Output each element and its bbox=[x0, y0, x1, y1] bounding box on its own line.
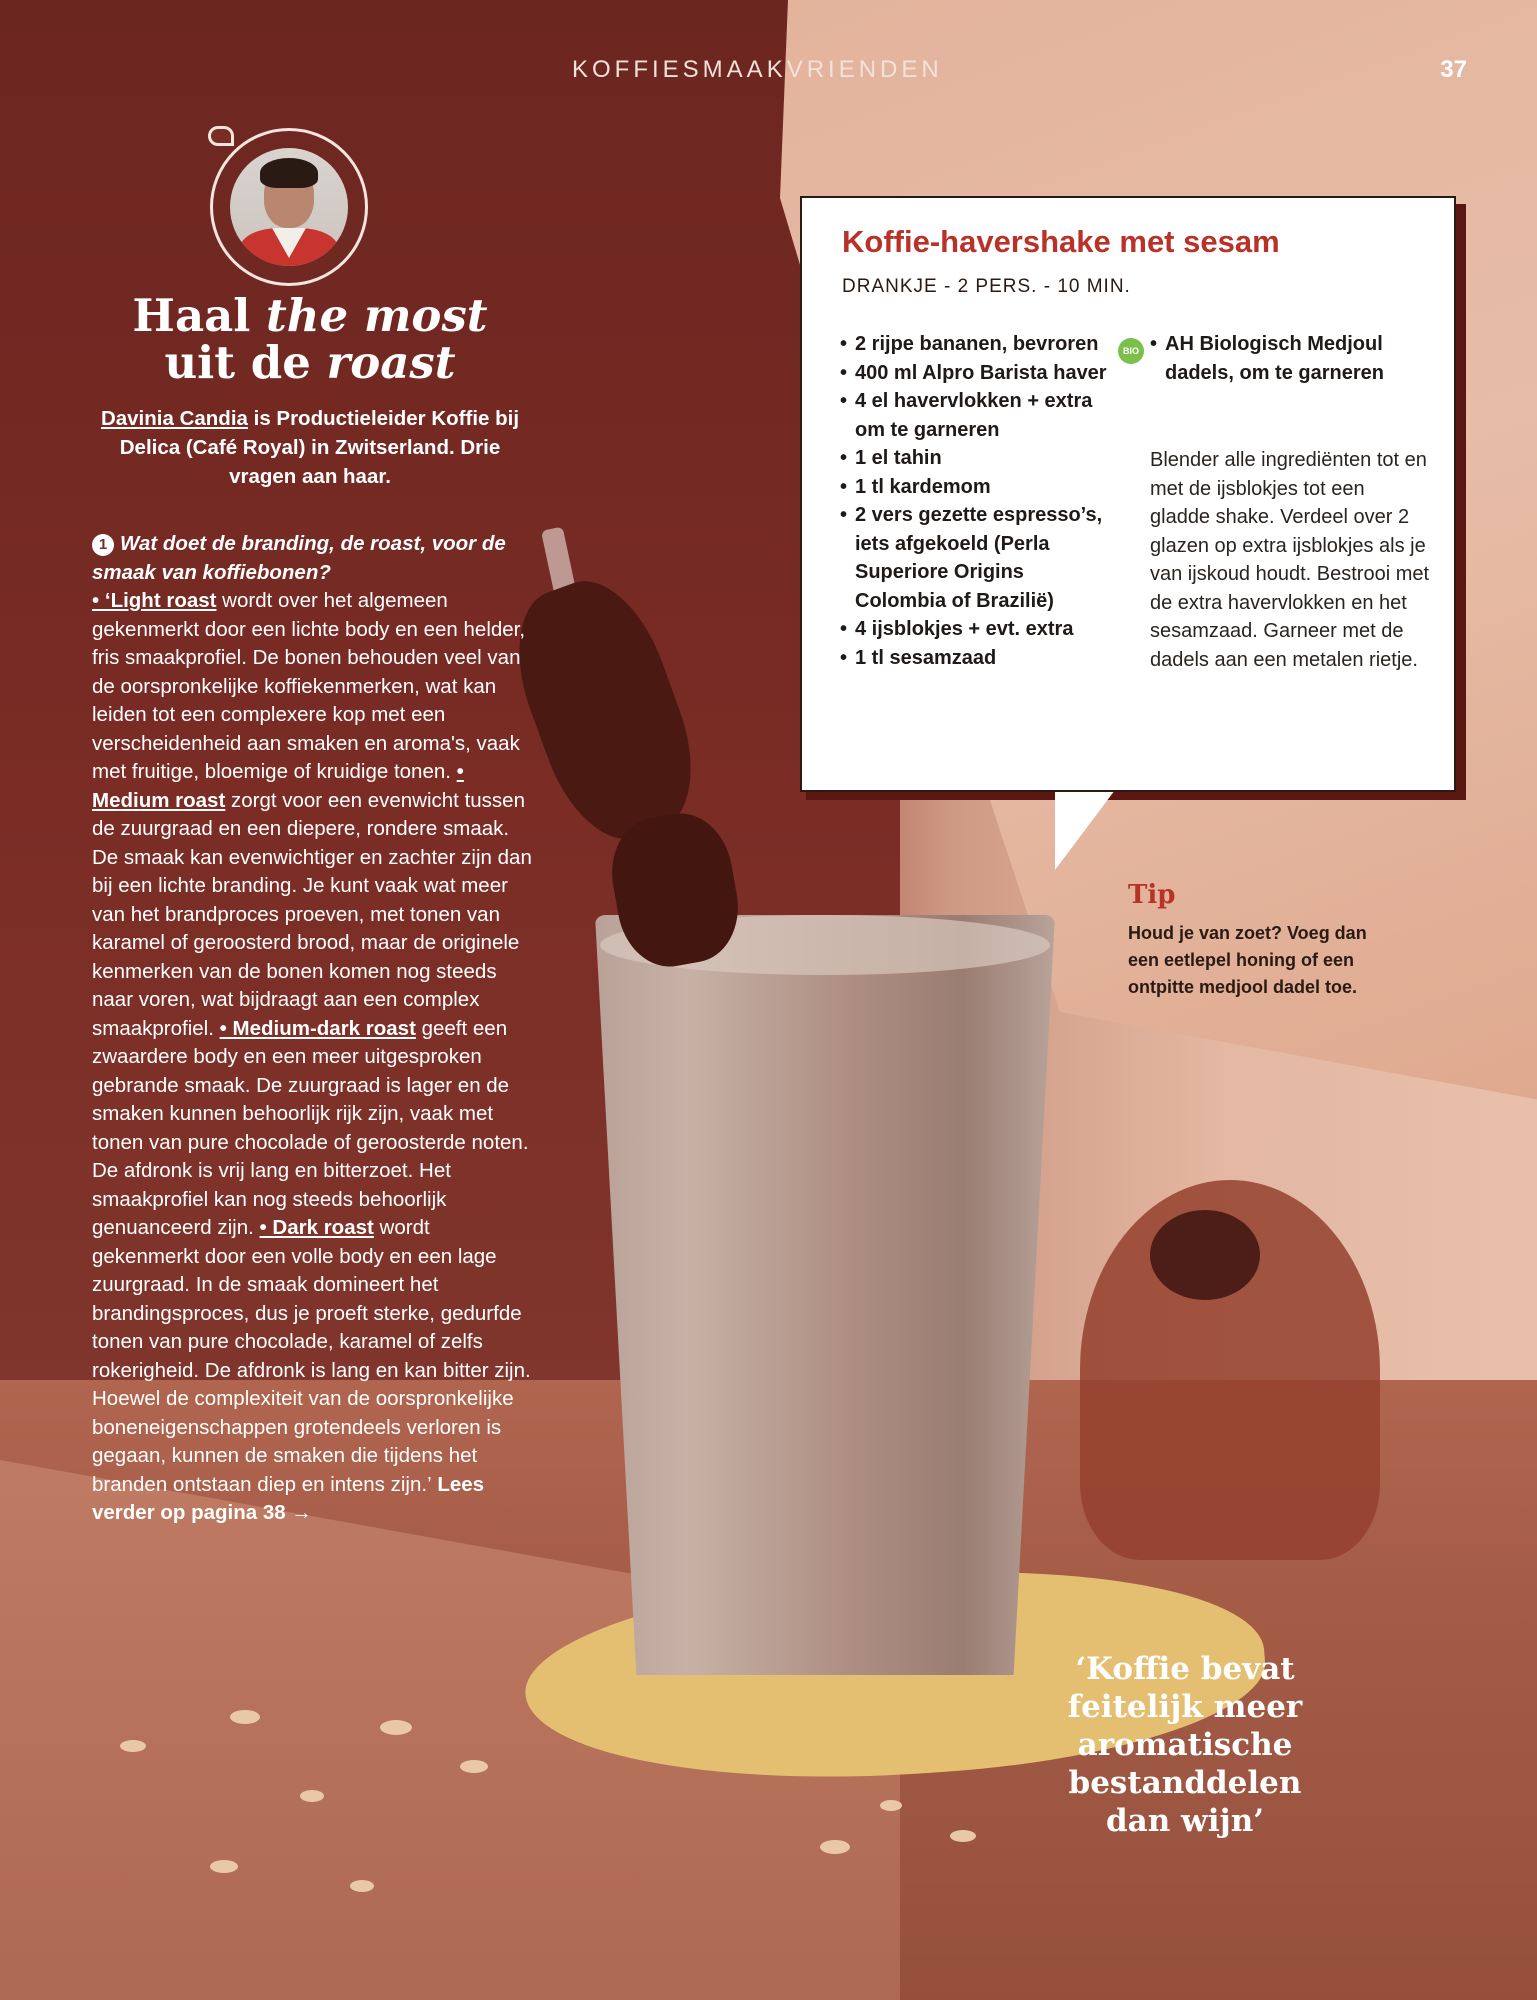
medium-roast-text: zorgt voor een evenwicht tussen de zuurgraad en een diepere, rondere smaak. De smaak kan evenwichtiger en zachter zijn dan bij een lichte branding. Je kunt vaak wat meer van het brandproces proeven, met tonen van karamel of geroosterd brood, maar de originele kenmerken van de bonen komen nog steeds naar voren, wat bijdraagt aan een complex smaakprofiel. bbox=[92, 788, 532, 1040]
ingredient-item: • 400 ml Alpro Barista haver bbox=[840, 359, 1120, 388]
tip-text: Houd je van zoet? Voeg dan een eetlepel honing of een ontpitte medjool dadel toe. bbox=[1128, 923, 1367, 997]
oat-flake bbox=[820, 1840, 850, 1854]
answer-paragraph bbox=[92, 587, 532, 1528]
recipe-method: Blender alle ingrediënten tot en met de ijsblokjes tot een gladde shake. Verdeel over 2 glazen op extra ijsblokjes als je van ijskoud houdt. Bestrooi met de extra havervlokken en het sesamzaad. Garneer met de dadels aan een metalen rietje. bbox=[1150, 449, 1430, 671]
oat-flake bbox=[460, 1760, 488, 1773]
ingredient-item: • 1 tl kardemom bbox=[840, 473, 1120, 502]
page-number: 37 bbox=[1440, 56, 1467, 83]
oat-flake bbox=[350, 1880, 374, 1892]
article-intro bbox=[90, 404, 530, 491]
medium-dark-roast-label: • Medium-dark roast bbox=[219, 1016, 416, 1040]
recipe-meta: DRANKJE - 2 PERS. - 10 MIN. bbox=[842, 276, 1131, 297]
intro-text: is Productieleider Koffie bij Delica (Café Royal) in Zwitserland. Drie vragen aan haar. bbox=[119, 407, 520, 488]
ingredient-list-bio bbox=[1150, 330, 1410, 387]
shake-glass-photo bbox=[595, 915, 1055, 1675]
question bbox=[92, 530, 532, 587]
light-roast-label: • ‘Light roast bbox=[92, 589, 217, 612]
recipe-title: Koffie-havershake met sesam bbox=[842, 224, 1280, 259]
bio-badge-icon: BIO bbox=[1118, 338, 1144, 364]
pull-quote: ‘Koffie bevat feitelijk meer aromatische bestanddelen dan wijn’ bbox=[1067, 1651, 1303, 1839]
medium-dark-roast-text: geeft een zwaardere body en een meer uitgesproken gebrande smaak. De zuurgraad is lager en de smaken kunnen behoorlijk rijk zijn, vaak met tonen van pure chocolade of geroosterde noten. De afdronk is vrij lang en bitterzoet. Het smaakprofiel kan nog steeds behoorlijk genuanceerd zijn. bbox=[92, 1016, 529, 1239]
oat-flake bbox=[300, 1790, 324, 1802]
section-title: KOFFIESMAAKVRIENDEN bbox=[572, 56, 943, 83]
paper-curl-shadow bbox=[1150, 1210, 1260, 1300]
ingredient-list bbox=[840, 330, 1120, 672]
medium-roast-label: • Medium roast bbox=[92, 760, 464, 812]
ingredient-item: • 4 ijsblokjes + evt. extra bbox=[840, 615, 1120, 644]
oat-flake bbox=[380, 1720, 412, 1735]
headline-line2-plain: uit de bbox=[164, 336, 327, 389]
ingredient-item-bio: • AH Biologisch Medjoul dadels, om te garneren bbox=[1150, 330, 1410, 387]
dark-roast-label: • Dark roast bbox=[259, 1216, 374, 1239]
ingredient-item: • 1 tl sesamzaad bbox=[840, 644, 1120, 673]
dark-roast-text: wordt gekenmerkt door een volle body en een lage zuurgraad. In de smaak domineert het brandingsproces, dus je proeft sterke, gedurfde tonen van pure chocolade, karamel of zelfs rokerigheid. De afdronk is lang en kan bitter zijn. Hoewel de complexiteit van de oorspronkelijke boneneigenschappen grotendeels verloren is gegaan, kunnen de smaken die tijdens het branden ontstaan diep en intens zijn.’ bbox=[92, 1216, 531, 1496]
ingredient-item: • 1 el tahin bbox=[840, 444, 1120, 473]
avatar bbox=[230, 148, 348, 266]
tip-title: Tip bbox=[1128, 880, 1176, 910]
oat-flake bbox=[210, 1860, 238, 1873]
ingredient-item: • 2 vers gezette espresso’s, iets afgekoeld (Perla Superiore Origins Colombia of Brazilië) bbox=[840, 501, 1120, 615]
ingredient-item: • 4 el havervlokken + extra om te garneren bbox=[840, 387, 1120, 444]
ingredient-item: • 2 rijpe bananen, bevroren bbox=[840, 330, 1120, 359]
oat-flake bbox=[120, 1740, 146, 1752]
article-body bbox=[92, 530, 532, 1528]
oat-flake bbox=[230, 1710, 260, 1724]
read-more-link[interactable]: Lees verder op pagina 38 → bbox=[92, 1472, 485, 1524]
question-number-badge: 1 bbox=[92, 534, 114, 556]
question-text: Wat doet de branding, de roast, voor de smaak van koffiebonen? bbox=[92, 532, 506, 584]
intro-name: Davinia Candia bbox=[100, 407, 248, 430]
light-roast-text: wordt over het algemeen gekenmerkt door een lichte body en een helder, fris smaakprofiel. De bonen behouden veel van de oorspronkelijke koffiekenmerken, wat kan leiden tot een complexere kop met een verscheidenheid aan smaken en aroma's, vaak met fruitige, bloemige of kruidige tonen. bbox=[92, 589, 526, 783]
oat-flake bbox=[950, 1830, 976, 1842]
recipe-card bbox=[800, 196, 1456, 792]
headline-line1-italic: the most bbox=[266, 289, 488, 342]
oat-flake bbox=[880, 1800, 902, 1811]
article-headline bbox=[90, 289, 530, 389]
headline-line2-italic: roast bbox=[326, 336, 456, 389]
headline-line1-plain: Haal bbox=[132, 289, 267, 342]
avatar-hair bbox=[260, 158, 318, 188]
page-header bbox=[0, 56, 1537, 96]
cup-handle-icon bbox=[208, 126, 234, 146]
